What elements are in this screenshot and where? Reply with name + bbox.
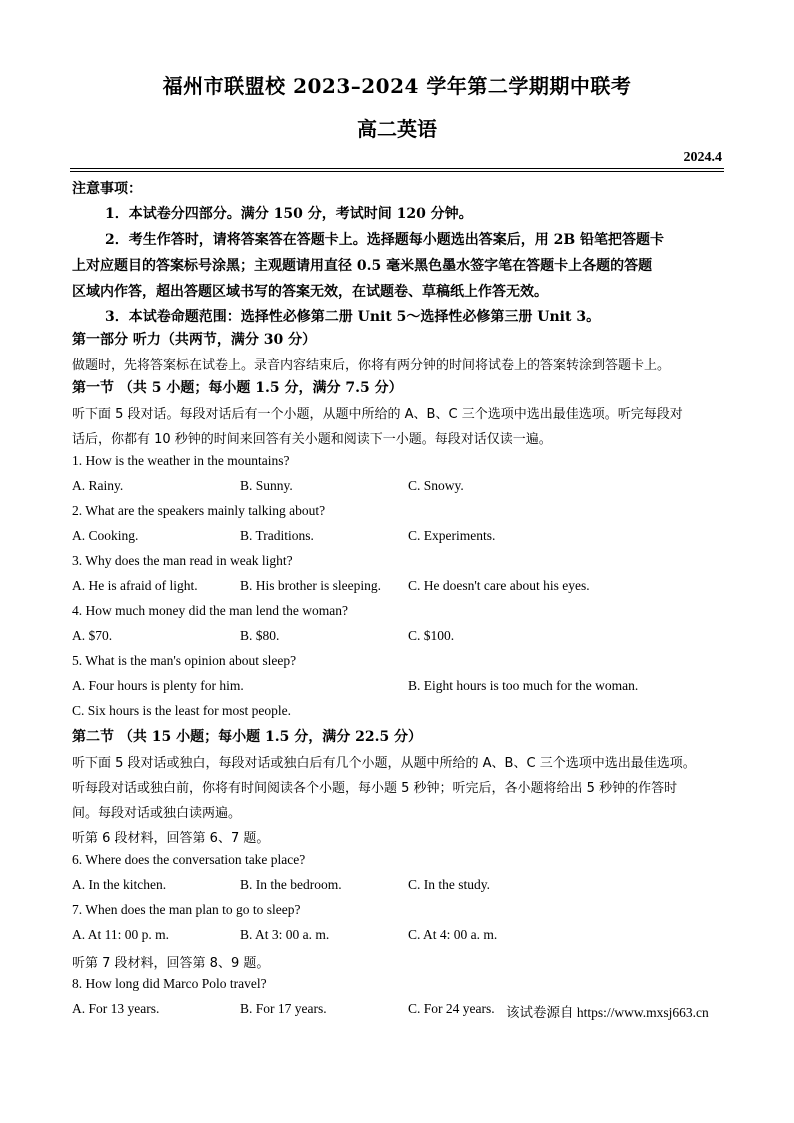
question-6-option-b: B. In the bedroom. — [240, 877, 342, 892]
question-3-stem: 3. Why does the man read in weak light? — [72, 553, 293, 568]
question-8-stem: 8. How long did Marco Polo travel? — [72, 976, 267, 991]
question-6-option-a: A. In the kitchen. — [72, 877, 167, 892]
question-1-option-b: B. Sunny. — [240, 478, 293, 493]
notice-item-3: 3．本试卷命题范围：选择性必修第二册 Unit 5～选择性必修第三册 Unit 3。 — [105, 309, 601, 325]
section2-instruction-line-2: 听每段对话或独白前，你将有时间阅读各个小题，每小题 5 秒钟；听完后，各小题将给出 5 秒钟的作答时 — [72, 781, 678, 796]
section2-instruction-line-1: 听下面 5 段对话或独白，每段对话或独白后有几个小题，从题中所给的 A、B、C 三个选项中选出最佳选项。 — [72, 756, 696, 771]
question-5-stem: 5. What is the man's opinion about sleep? — [72, 653, 297, 668]
part1-heading: 第一部分 听力（共两节，满分 30 分） — [72, 332, 317, 348]
exam-title: 福州市联盟校 2023–2024 学年第二学期期中联考 — [162, 74, 632, 98]
question-7-option-b: B. At 3: 00 a. m. — [240, 927, 330, 942]
material-6-instruction: 听第 6 段材料，回答第 6、7 题。 — [72, 831, 270, 846]
exam-date: 2024.4 — [683, 150, 722, 165]
question-2-stem: 2. What are the speakers mainly talking about? — [72, 503, 326, 518]
question-6-stem: 6. Where does the conversation take place? — [72, 852, 306, 867]
question-4-option-c: C. $100. — [408, 628, 455, 643]
section1-instruction-line-2: 话后，你都有 10 秒钟的时间来回答有关小题和阅读下一小题。每段对话仅读一遍。 — [72, 432, 552, 447]
question-1-option-c: C. Snowy. — [408, 478, 464, 493]
question-8-option-c: C. For 24 years. — [408, 1001, 495, 1016]
question-8-option-a: A. For 13 years. — [72, 1001, 160, 1016]
section1-heading: 第一节 （共 5 小题；每小题 1.5 分，满分 7.5 分） — [72, 380, 403, 396]
question-8-option-b: B. For 17 years. — [240, 1001, 327, 1016]
notice-item-2-line-1: 2．考生作答时，请将答案答在答题卡上。选择题每小题选出答案后，用 2B 铅笔把答题卡 — [105, 232, 665, 248]
material-7-instruction: 听第 7 段材料，回答第 8、9 题。 — [72, 956, 270, 971]
header-rule-thin — [70, 171, 724, 172]
notice-heading: 注意事项： — [72, 181, 142, 197]
exam-subtitle: 高二英语 — [357, 117, 437, 141]
question-5-option-a: A. Four hours is plenty for him. — [72, 678, 244, 693]
question-4-stem: 4. How much money did the man lend the woman? — [72, 603, 348, 618]
notice-item-2-line-3: 区域内作答，超出答题区域书写的答案无效，在试题卷、草稿纸上作答无效。 — [72, 284, 548, 300]
question-2-option-b: B. Traditions. — [240, 528, 314, 543]
section1-instruction-line-1: 听下面 5 段对话。每段对话后有一个小题，从题中所给的 A、B、C 三个选项中选出最佳选项。听完每段对 — [72, 407, 683, 422]
question-7-option-a: A. At 11: 00 p. m. — [72, 927, 170, 942]
question-1-stem: 1. How is the weather in the mountains? — [72, 453, 290, 468]
question-4-option-b: B. $80. — [240, 628, 280, 643]
question-2-option-c: C. Experiments. — [408, 528, 496, 543]
part1-instruction: 做题时，先将答案标在试卷上。录音内容结束后，你将有两分钟的时间将试卷上的答案转涂到答题卡上。 — [72, 358, 671, 373]
question-2-option-a: A. Cooking. — [72, 528, 139, 543]
question-4-option-a: A. $70. — [72, 628, 113, 643]
question-7-option-c: C. At 4: 00 a. m. — [408, 927, 498, 942]
question-3-option-b: B. His brother is sleeping. — [240, 578, 381, 593]
question-3-option-c: C. He doesn't care about his eyes. — [408, 578, 590, 593]
question-6-option-c: C. In the study. — [408, 877, 490, 892]
section2-instruction-line-3: 间。每段对话或独白读两遍。 — [72, 806, 242, 821]
notice-item-2-line-2: 上对应题目的答案标号涂黑；主观题请用直径 0.5 毫米黑色墨水签字笔在答题卡上各题的答题 — [72, 258, 653, 274]
header-rule-thick — [70, 168, 724, 169]
question-3-option-a: A. He is afraid of light. — [72, 578, 198, 593]
question-5-option-c: C. Six hours is the least for most people. — [72, 703, 291, 718]
question-7-stem: 7. When does the man plan to go to sleep? — [72, 902, 301, 917]
section2-heading: 第二节 （共 15 小题；每小题 1.5 分，满分 22.5 分） — [72, 729, 423, 745]
source-watermark-text: 该试卷源自 https://www.mxsj663.cn — [506, 1005, 709, 1020]
notice-item-1: 1．本试卷分四部分。满分 150 分，考试时间 120 分钟。 — [105, 206, 473, 222]
question-1-option-a: A. Rainy. — [72, 478, 124, 493]
question-5-option-b: B. Eight hours is too much for the woman. — [408, 678, 639, 693]
